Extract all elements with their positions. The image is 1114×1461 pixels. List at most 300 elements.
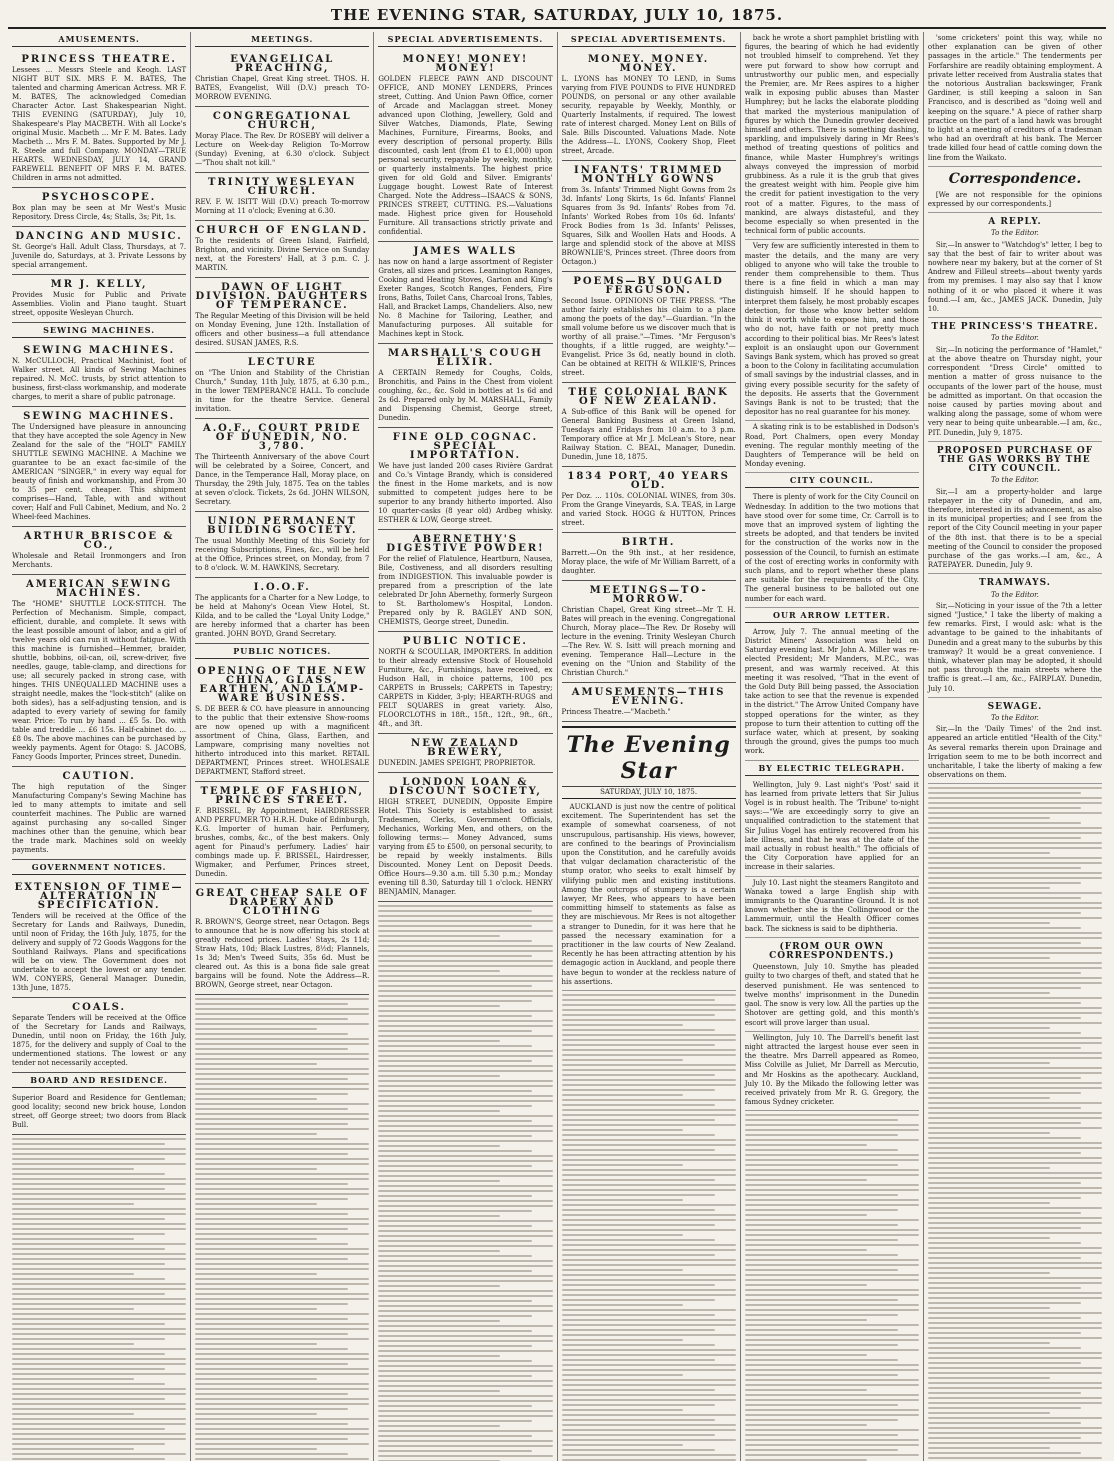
print-line [745,1409,919,1411]
print-line [195,1143,369,1145]
print-line [12,1418,186,1420]
ad-body: Provides Music for Public and Private Assemblies. Violin and Piano taught. Stuart street, opposite Wesleyan Church. [12,291,187,317]
print-line [928,1287,1081,1289]
print-line [195,1253,369,1255]
print-line [562,1439,736,1441]
print-line [378,1210,531,1212]
print-line [195,1233,369,1235]
print-line [928,912,1081,914]
article-body: Queenstown, July 10. Smythe has pleaded guilty to two charges of theft, and stated that he deserved punishment. He was sentenced to twelve months' imprisonment in the Dunedin gaol. The snow is very low. All the parties up the Shotover are getting gold, and this month's escort will prove larger than usual. [744,963,919,1027]
print-line [562,1379,736,1381]
print-line [562,1069,736,1071]
ad-body: We have just landed 200 cases Rivière Gardrat and Co.'s Vintage Brandy, which is considered the finest in the Home markets, and is now submitted to competent judges here to be superior to any brandy hitherto imported. Also 10 quarter-casks (8 year old) Ardbeg whisky. ESTHER & LOW, George street. [378,462,553,524]
advertisement [195,173,369,221]
article-title: THE PRINCESS'S THEATRE. [931,322,1099,333]
article-body: A skating rink is to be established in Dodson's Road, Port Chalmers, open every Monday evening. The regular monthly meeting of the Daughters of Temperance will be held on Monday evening. [744,423,919,469]
print-line [195,1248,369,1250]
print-line [378,1180,500,1182]
advertisement [562,50,736,161]
print-line [195,1188,369,1190]
print-line [12,1243,186,1245]
print-line [562,1074,715,1076]
print-line [12,1233,165,1235]
small-print-filler [195,995,369,1461]
article-body: Sir,—In the 'Daily Times' of the 2nd inst. appeared an article entitled "Health of the City." As several remarks therein upon Drainage and Irrigation seem to me to be both incorrect and uncharitable, I take the liberty of making a few observations on them. [927,725,1103,780]
print-line [12,1368,165,1370]
print-line [928,1402,1102,1404]
print-line [195,1213,348,1215]
print-line [12,1458,165,1460]
article [745,32,919,240]
print-line [378,1415,552,1417]
print-line [745,1184,919,1186]
section-heading: MEETINGS. [195,32,369,47]
advertisement [378,242,552,344]
print-line [195,1158,369,1160]
print-line [378,1270,531,1272]
print-line [562,1419,715,1421]
print-line [195,1308,317,1310]
print-line [562,1209,715,1211]
print-line [928,847,1102,849]
ad-title: TEMPLE OF FASHION, PRINCES STREET. [200,786,364,806]
print-line [745,1189,919,1191]
print-line [928,1012,1102,1014]
print-line [928,1032,1081,1034]
advertisement [195,782,369,884]
article-title: PROPOSED PURCHASE OF THE GAS WORKS BY THE CITY COUNCIL. [936,445,1094,475]
ad-body: Tenders will be received at the Office of the Secretary for Lands and Railways, Dunedin, until noon of Friday, the 16th July, 1875, for the delivery and supply of 72 Goods Waggons for the Southland Railways. Plans and specifications will be on view. The Government does not undertake to accept the lowest or any tender. WM. CONYERS, General Manager. Dunedin, 13th June, 1875. [12,912,187,992]
print-line [195,1053,369,1055]
print-line [378,915,552,917]
print-line [12,1378,134,1380]
article-body: Sir,—Noticing in your issue of the 7th a letter signed "Justice," I take the liberty of making a few remarks. First, I would ask: what is the advantage to be gained to the inhabitants of Dunedin and a great many to the suburbs by this tramway? It would be a great convenience. I think, whatever plan may be adopted, it should not pass through the main streets where the traffic is great.—I am, &c., FAIRPLAY. Dunedin, July 10. [927,601,1103,693]
print-line [195,1263,369,1265]
ad-title: PRINCESS THEATRE. [21,54,177,65]
article-body: July 10. Last night the steamers Rangitoto and Wanaka towed a large English ship with immigrants to the Quarantine Ground. It is not known whether she is the Collingwood or the Lammermuir, until the Health Officer comes back. The sickness is said to be diphtheria. [744,878,919,933]
article-body: Wellington, July 9. Last night's 'Post' said it has learned from private letters that Sir Julius Vogel is in robust health. The 'Tribune' to-night says:—"We are exceedingly sorry to give an unqualified contradiction to the statement that Sir Julius Vogel has entirely recovered from his late illness, and that he was at the date of the mail actually in robust health." The officials of the City Corporation have applied for an increase in their salaries. [744,780,919,872]
print-line [195,1258,348,1260]
ad-body: The Thirteenth Anniversary of the above Court will be celebrated by a Soiree, Concert, and Dance, in the Temperance Hall, Moray place, on Thursday, the 29th July, 1875. Tea on the tables at seven o'clock. Tickets, 2s 6d. JOHN WILSON, Secretary. [195,453,370,506]
print-line [12,1248,165,1250]
ad-title: CHURCH OF ENGLAND. [196,225,369,236]
print-line [928,1147,1102,1149]
print-line [562,1304,684,1306]
print-line [562,1294,736,1296]
print-line [745,1219,919,1221]
print-line [378,1185,552,1187]
print-line [378,1300,531,1302]
print-line [928,1317,1081,1319]
print-line [195,1018,348,1020]
print-line [745,1159,919,1161]
print-line [378,1205,552,1207]
ad-body: A CERTAIN Remedy for Coughs, Colds, Bronchitis, and Pains in the Chest from violent coughing, &c., &c. Sold in bottles at 1s 6d and 2s 6d. Prepared only by M. MARSHALL, Family and Dispensing Chemist, George street, Dunedin. [378,369,553,422]
print-line [195,1388,369,1390]
article-subtitle: To the Editor. [990,476,1039,485]
masthead [8,6,1106,29]
print-line [928,1137,1081,1139]
print-line [745,1364,919,1366]
advertisement [378,530,552,632]
print-line [928,832,1102,834]
ad-body: Moray Place. The Rev. Dr ROSEBY will deliver a Lecture on Week-day Religion To-Morrow (Sunday) Evening, at 6.30 o'clock. Subject—"Thou shalt not kill." [195,132,370,167]
advertisement [195,419,369,512]
print-line [928,812,1102,814]
print-line [12,1398,165,1400]
print-line [745,1144,867,1146]
print-line [928,917,1102,919]
print-line [928,827,1102,829]
print-line [928,1197,1081,1199]
print-line [195,1153,348,1155]
ad-title: CONGREGATIONAL CHURCH, [212,111,352,131]
print-line [745,1334,919,1336]
print-line [378,1370,552,1372]
ad-title: EXTENSION OF TIME—ALTERATION IN SPECIFICATION. [14,882,184,911]
print-line [562,1184,736,1186]
print-line [195,1408,348,1410]
print-line [12,1303,186,1305]
print-line [562,1079,736,1081]
print-line [745,1244,919,1246]
print-line [928,997,1102,999]
advertisement [12,1091,186,1135]
print-line [928,822,1081,824]
print-line [928,1262,1102,1264]
column-3 [374,32,557,1461]
print-line [195,1278,369,1280]
ad-body: Second Issue. OPINIONS OF THE PRESS. "The author fairly establishes his claim to a place among the poets of the day."—Guardian. "In the small volume before us we discover much that is worthy of all praise."—Times. "Mr Ferguson's thoughts, if a little rugged, are weighty."—Evangelist. Price 3s 6d, neatly bound in cloth. Can be obtained at REITH & WILKIE'S, Princes street. [561,297,736,377]
print-line [562,1124,736,1126]
print-line [928,957,1050,959]
print-line [562,1394,736,1396]
print-line [928,1312,1102,1314]
column-6 [924,32,1106,1461]
print-line [378,1250,500,1252]
advertisement [12,575,186,767]
print-line [378,1345,531,1347]
print-line [12,1288,186,1290]
print-line [562,1399,736,1401]
print-line [562,1114,736,1116]
print-line [195,1073,369,1075]
ad-title: I.O.O.F. [253,582,311,593]
print-line [378,1315,531,1317]
article [745,1032,919,1112]
print-line [928,1387,1102,1389]
print-line [12,1313,186,1315]
print-line [195,1123,348,1125]
print-line [562,1244,736,1246]
print-line [562,1179,715,1181]
print-line [928,1272,1050,1274]
section-heading: OUR ARROW LETTER. [745,608,919,623]
article [745,491,919,607]
ad-body: The high reputation of the Singer Manufacturing Company's Sewing Machine has led to many attempts to imitate and sell counterfeit machines. The Public are warned against purchasing any so-called Singer machines other than the genuine, which bear the trade mark. Machines sold on weekly payments. [12,783,187,854]
print-line [562,1309,736,1311]
print-line [745,1224,898,1226]
print-line [378,1360,531,1362]
print-line [12,1208,186,1210]
print-line [378,1045,531,1047]
print-line [928,1342,1050,1344]
print-line [378,1130,552,1132]
ad-title: MR J. KELLY, [50,279,148,290]
ad-title: TRINITY WESLEYAN CHURCH. [208,177,357,197]
print-line [928,877,1102,879]
print-line [928,1182,1081,1184]
print-line [928,1017,1081,1019]
article [745,240,919,421]
advertisement [12,341,186,407]
print-line [928,887,1050,889]
print-line [12,1428,165,1430]
print-line [928,882,1081,884]
article [745,938,919,1032]
ad-title: MEETINGS—TO-MORROW. [589,585,708,605]
print-line [562,1134,715,1136]
ad-body: Wholesale and Retail Ironmongers and Iron Merchants. [12,552,187,569]
print-line [562,1049,736,1051]
print-line [12,1193,186,1195]
print-line [378,1150,531,1152]
print-line [195,998,369,1000]
small-print-filler [928,784,1102,1461]
advertisement [195,107,369,173]
print-line [928,982,1102,984]
print-line [195,1303,348,1305]
print-line [928,802,1102,804]
print-line [195,1378,317,1380]
print-line [12,1258,186,1260]
print-line [745,1284,867,1286]
print-line [928,1122,1081,1124]
print-line [928,1327,1102,1329]
ad-body: NORTH & SCOULLAR, IMPORTERS. In addition to their already extensive Stock of Household Furniture, &c., Furnishings, have received, ex Hudson Hall, in choice patterns, 100 pcs CARPETS in Brussels; CARPETS in Tapestry; CARPETS in Kidder, 3-ply; HEARTH-RUGS and FELT SQUARES in great variety. Also, FLOORCLOTHS in 18ft., 15ft., 12ft., 9ft., 6ft., 4ft., and 3ft. [378,648,553,728]
print-line [745,1399,919,1401]
print-line [378,1215,500,1217]
note-text: [We are not responsible for the opinions expressed by our correspondents.] [927,190,1103,209]
print-line [562,1119,715,1121]
print-line [745,1374,898,1376]
print-line [195,1288,348,1290]
ad-title: OPENING OF THE NEW CHINA, GLASS, EARTHEN, AND LAMP-WARE BUSINESS. [197,666,368,704]
advertisement [12,227,186,275]
print-line [378,945,552,947]
print-line [378,1140,552,1142]
article-body: Wellington, July 10. The Darrell's benefit last night attracted the largest house ever seen in the theatre. Mrs Darrell appeared as Romeo, Miss Colville as Juliet, Mr Darrell as Mercutio, and Mr Hoskins as the apothecary. Auckland, July 10. By the Mikado the following letter was received privately from Mr R. G. Gregory, the famous Sydney cricketer. [744,1033,919,1107]
print-line [928,1082,1102,1084]
print-line [378,1255,531,1257]
print-line [745,1424,867,1426]
article-body: Sir,—In answer to "Watchdog's" letter, I beg to say that the best of fair to writer about was nowhere near my bakery, but at the corner of St Andrew and Filleul streets—about twenty yards from my premises. I may also say that I know nothing of it or who placed it where it was found.—I am, &c., JAMES JACK. Dunedin, July 10. [927,240,1103,314]
print-line [378,970,500,972]
print-line [12,1268,186,1270]
print-line [562,994,736,996]
print-line [195,1403,369,1405]
ad-body: from 3s. Infants' Trimmed Night Gowns from 2s 3d. Infants' Long Skirts, 1s 6d. Infants' Flannel Squares from 3s 9d. Infants' Robes from 7d. Infants' Worked Robes from 10s 6d. Infants' Frock Bodies from 1s 3d. Infants' Pelisses, Squares, Silk and Woollen Hats and Hoods. A large and splendid stock of the above at MISS BROWNLIE'S, Princes street. (Three doors from Octagon.) [561,186,736,266]
nameplate-date: SATURDAY, JULY 10, 1875. [562,786,736,796]
print-line [928,907,1102,909]
print-line [12,1283,186,1285]
print-line [378,1445,552,1447]
print-line [928,857,1102,859]
print-line [378,1425,500,1427]
small-print-filler [745,1111,919,1461]
print-line [12,1178,186,1180]
print-line [562,1084,736,1086]
ad-body: S. DE BEER & CO. have pleasure in announcing to the public that their extensive Show-rooms are now opened up with a magnificent assortment of China, Glass, Earthen, and Lampware, comprising many novelties not hitherto introduced into this market. RETAIL DEPARTMENT, Princes street. WHOLESALE DEPARTMENT, Stafford street. [195,705,370,776]
small-print-filler [12,1135,186,1461]
print-line [195,1198,348,1200]
print-line [928,867,1081,869]
print-line [378,1105,531,1107]
print-line [745,1449,898,1451]
print-line [928,1247,1102,1249]
print-line [195,1323,369,1325]
print-line [195,1298,369,1300]
print-line [928,1047,1081,1049]
print-line [562,1374,684,1376]
print-line [195,1208,369,1210]
print-line [928,1397,1102,1399]
advertisement [378,632,552,734]
print-line [928,1112,1102,1114]
print-line [928,1432,1102,1434]
print-line [562,1349,736,1351]
print-line [562,1144,736,1146]
print-line [928,1192,1102,1194]
print-line [928,1417,1102,1419]
column-1 [8,32,191,1461]
print-line [928,1062,1050,1064]
print-line [745,1354,867,1356]
print-line [12,1383,165,1385]
print-line [562,1254,715,1256]
print-line [745,1124,919,1126]
ad-title: PSYCHOSCOPE. [41,192,157,203]
print-line [12,1198,186,1200]
ad-title: INFANTS' TRIMMED MONTHLY GOWNS [573,165,724,185]
print-line [562,1214,736,1216]
print-line [562,1169,736,1171]
section-heading: CITY COUNCIL. [745,473,919,488]
nameplate-title: The Evening Star [566,732,731,784]
print-line [12,1343,134,1345]
print-line [928,937,1102,939]
ad-title: LECTURE [247,357,317,368]
print-line [928,1042,1102,1044]
print-line [562,1319,736,1321]
print-line [928,1357,1102,1359]
print-line [378,905,552,907]
print-line [928,1377,1050,1379]
print-line [562,1164,684,1166]
print-line [928,962,1102,964]
ad-title: EVANGELICAL PREACHING, [230,54,335,74]
print-line [378,1340,552,1342]
print-line [928,1127,1102,1129]
ad-body: HIGH STREET, DUNEDIN, Opposite Empire Hotel. This Society is established to assist Tradesmen, Clerks, Government Officials, Mechanics, Working Men, and others, on the following terms:— Money Advanced, sums varying from £5 to £500, on personal security, to be repaid by weekly instalments. Bills Discounted. Money Lent on Deposit Deeds. Office Hours—9.30 a.m. till 5.30 p.m.; Monday evening till 8.30, Saturday till 1 o'clock. HENRY BENJAMIN, Manager. [378,798,553,896]
print-line [928,897,1081,899]
print-line [378,1050,552,1052]
ad-body: The Regular Meeting of this Division will be held on Monday Evening, June 12th. Installation of officers and other business—a full attendance desired. SUSAN JAMES, R.S. [195,312,370,347]
print-line [195,1103,369,1105]
ad-body: Box plan may be seen at Mr West's Music Repository. Dress Circle, 4s; Stalls, 3s; Pit, 1s. [12,204,187,221]
print-line [378,1035,552,1037]
print-line [195,1318,348,1320]
print-line [745,1119,898,1121]
print-line [928,1022,1102,1024]
print-line [928,807,1081,809]
advertisement [562,161,736,272]
print-line [928,947,1102,949]
print-line [12,1403,186,1405]
print-line [562,1264,736,1266]
print-line [928,1117,1102,1119]
print-line [378,1080,552,1082]
print-line [12,1393,186,1395]
print-line [562,1369,736,1371]
ad-body: A Sub-office of this Bank will be opened for General Banking Business at Green Island, Tuesdays and Fridays from 10 a.m. to 3 p.m. Temporary office at Mr J. McLean's Store, near Railway Station. C. BEAL, Manager, Dunedin. Dunedin, June 18, 1875. [561,408,736,461]
print-line [928,1077,1081,1079]
article-body: Arrow, July 7. The annual meeting of the District Miners' Association was held on Saturday evening last. Mr John A. Miller was re-elected President; Mr Manders, M.P.C., was present, and was warmly received. At this meeting it was resolved, "That in the event of the Gold Duty Bill being passed, the Association take action to see that the revenue is expended in the district." The Arrow United Company have stopped operations for the winter, as they propose to turn their attention to cutting off the surface water, which at present, by soaking through the ground, gives the pumps too much work. [744,627,919,756]
advertisement [195,50,369,107]
article-subtitle: To the Editor. [990,334,1039,343]
print-line [928,1162,1102,1164]
print-line [928,1132,1050,1134]
print-line [195,1363,348,1365]
print-line [928,837,1081,839]
advertisement [378,50,552,242]
ad-body: REV. F. W. ISITT Will (D.V.) preach To-morrow Morning at 11 o'clock; Evening at 6.30. [195,198,370,215]
print-line [378,1335,552,1337]
print-line [378,1365,552,1367]
ad-title: SEWING MACHINES. [23,345,176,356]
print-line [378,1145,500,1147]
print-line [562,1454,736,1456]
print-line [12,1138,186,1140]
article-body: 'some cricketers' point this way, while no other explanation can be given of other passages in the article." The tenderments per Forfarshire are readily obtaining employment. A private letter received from Australia states that the notorious Australian backswinger, Frank Gardiner, is still keeping a saloon in San Francisco, and is described as "doing well and keeping on the square." A piece of rather sharp practice on the part of a land hawk was brought to light at a meeting of creditors of a tradesman who had an overdraft at his bank. The Mercer trade killed four head of cattle coming down the line from the Waikato. [927,34,1103,162]
print-line [928,972,1081,974]
print-line [928,1282,1102,1284]
print-line [195,1448,317,1450]
print-line [195,1353,369,1355]
correspondence-heading: Correspondence. [948,170,1082,187]
print-line [378,950,552,952]
print-line [12,1358,186,1360]
print-line [378,925,531,927]
print-line [378,1030,531,1032]
advertisement [195,353,369,419]
print-line [745,1304,919,1306]
column-5 [741,32,924,1461]
print-line [928,1152,1081,1154]
print-line [378,1380,552,1382]
section-heading: BY ELECTRIC TELEGRAPH. [745,761,919,776]
print-line [195,1183,348,1185]
print-line [928,852,1050,854]
print-line [378,1330,531,1332]
advertisement [195,884,369,995]
ad-title: UNION PERMANENT BUILDING SOCIETY. [207,516,358,536]
print-line [928,1222,1102,1224]
ad-body: The "HOME" SHUTTLE LOCK-STITCH. The Perfection of Mechanism. Simple, compact, efficient, durable, and complete. It sews with the least possible amount of labor, and a girl of twelve years old can run it without fatigue. With this machine is furnished—Hemmer, braider, shuttle, bobbins, oil-can, oil, screw-driver, five needles, gauge, table-clamp, and directions for use; all securely packed in strong case, with hinges. THIS UNEQUALLED MACHINE uses a straight needle, makes the "lock-stitch" (alike on both sides), has a self-adjusting tension, and is adapted to every variety of sewing for family wear. Price: To run by hand ... £5 5s. Do. with table and treddle ... £6 15s. Half-cabinet do. ... £8 0s. The above machines can be purchased by weekly payments. Agent for Otago: S. JACOBS, Fancy Goods Importer, Princes street, Dunedin. [12,600,187,761]
print-line [195,1068,369,1070]
print-line [928,1072,1102,1074]
print-line [195,1218,369,1220]
